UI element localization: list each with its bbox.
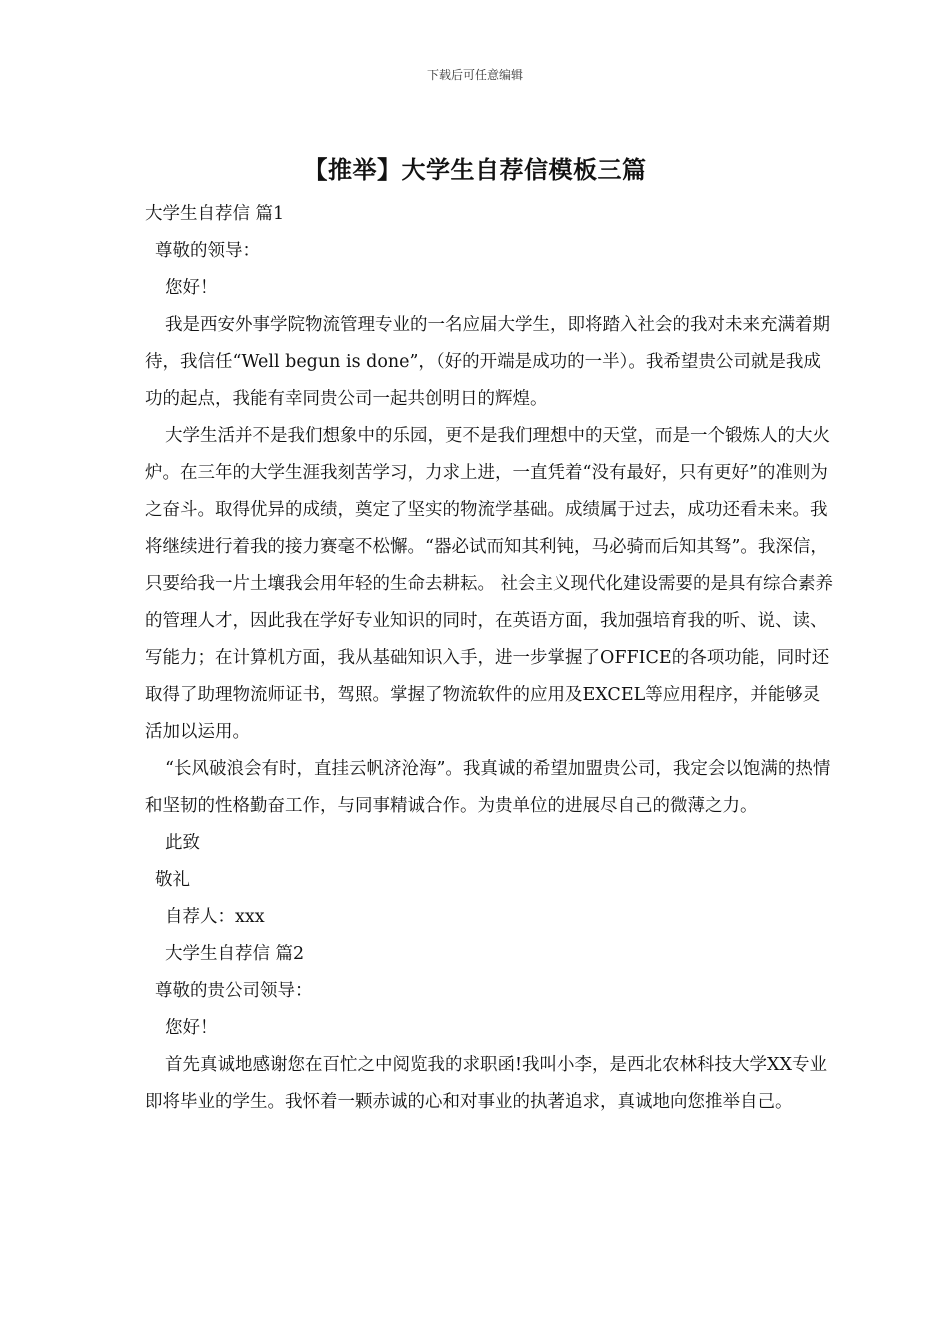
closing-jingli: 敬礼: [155, 870, 190, 890]
salutation-2: 尊敬的贵公司领导：: [155, 981, 313, 1001]
greeting-1: 您好！: [165, 278, 218, 298]
paragraph-college-life: 大学生活并不是我们想象中的乐园，更不是我们理想中的天堂，而是一个锻炼人的大火炉。在三年的大学生涯我刻苦学习，力求上进，一直凭着“没有最好，只有更好”的准则为之奋斗。取得优异的成绩，奠定了坚实的物流学基础。成绩属于过去，成功还看未来。我将继续进行着我的接力赛毫不松懈。“器必试而知其利钝，马必骑而后知其驽”。我深信，只要给我一片土壤我会用年轻的生命去耕耘。 社会主义现代化建设需要的是具有综合素养的管理人才，因此我在学好专业知识的同时，在英语方面，我加强培育我的听、说、读、写能力；在计算机方面，我从基础知识入手，进一步掌握了OFFICE的各项功能，同时还取得了助理物流师证书，驾照。掌握了物流软件的应用及EXCEL等应用程序，并能够灵活加以运用。: [145, 426, 834, 742]
document-title: 【推举】大学生自荐信模板三篇: [303, 156, 647, 184]
salutation-1: 尊敬的领导：: [155, 241, 260, 261]
document-body: [145, 196, 835, 1121]
greeting-2: 您好！: [165, 1018, 218, 1038]
header-note: 下载后可任意编辑: [426, 68, 523, 82]
paragraph-closing-1: “长风破浪会有时，直挂云帆济沧海”。我真诚的希望加盟贵公司，我定会以饱满的热情和坚韧的性格勤奋工作，与同事精诚合作。为贵单位的进展尽自己的微薄之力。: [145, 759, 831, 816]
paragraph-heading-2: 大学生自荐信 篇2: [165, 944, 305, 964]
closing-cizhi: 此致: [165, 833, 200, 853]
paragraph-intro-2: 首先真诚地感谢您在百忙之中阅览我的求职函!我叫小李，是西北农林科技大学XX专业即将毕业的学生。我怀着一颗赤诚的心和对事业的执著追求，真诚地向您推举自己。: [145, 1055, 827, 1112]
paragraph-heading-1: 大学生自荐信 篇1: [145, 204, 285, 224]
signature-1: 自荐人：xxx: [165, 907, 265, 927]
paragraph-intro-1: 我是西安外事学院物流管理专业的一名应届大学生，即将踏入社会的我对未来充满着期待，我信任“Well begun is done”，（好的开端是成功的一半）。我希望贵公司就是我成功的起点，我能有幸同贵公司一起共创明日的辉煌。: [145, 315, 830, 409]
